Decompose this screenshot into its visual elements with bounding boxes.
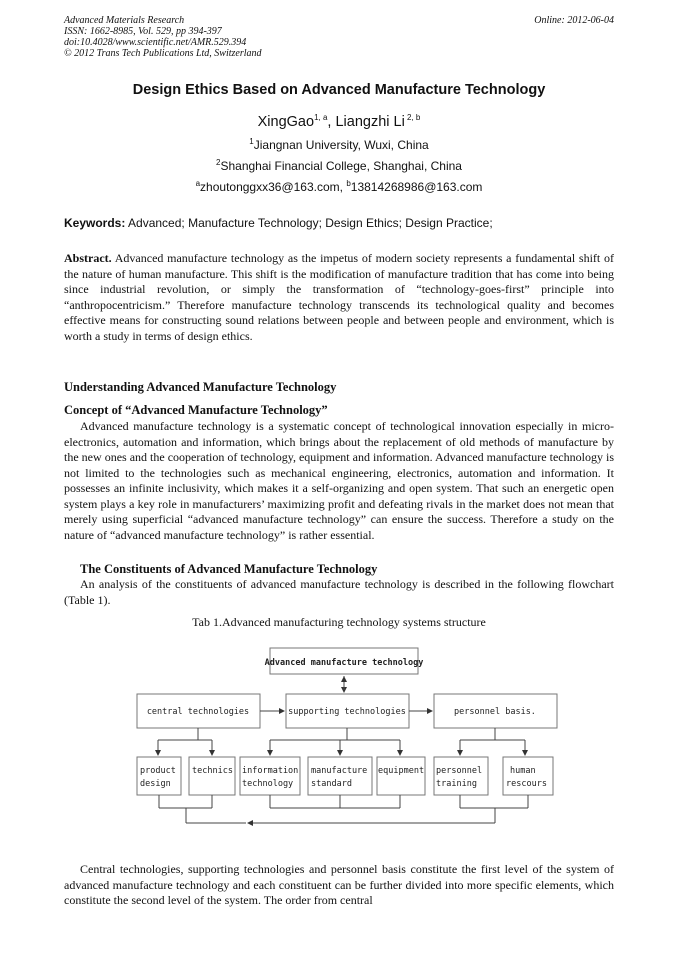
label-information: information <box>242 766 299 776</box>
affiliation-1-text: Jiangnan University, Wuxi, China <box>253 138 429 152</box>
online-date: Online: 2012-06-04 <box>534 15 614 26</box>
abstract-text: Advanced manufacture technology as the impetus of modern society represents a fundamental shift of the nature of human manufacture. This shift is the modification of manufacture tradition that has come into being since industrial revolution, or simply the transformation of “technology-goes-first” principle into “anthropocentricism.” Therefore manufacture technology transcends its technological quality and becomes effective means for constructing sound relations between people and between people and environment, which is worth a study in terms of design ethics. <box>64 251 614 343</box>
paragraph-levels: Central technologies, supporting technologies and personnel basis constitute the first level of the system of advanced manufacture technology and each constituent can be further divided into more specific elements, which constitute the second level of the system. The order from central <box>64 862 614 907</box>
label-personnel: personnel <box>436 766 483 776</box>
abstract-label: Abstract. <box>64 251 112 265</box>
label-technics: technics <box>192 766 233 776</box>
box-human-rescours <box>503 757 553 795</box>
label-equipment: equipment <box>378 766 425 776</box>
label-supporting-technologies: supporting technologies <box>288 707 406 717</box>
box-equipment <box>377 757 425 795</box>
label-training: training <box>436 779 477 789</box>
label-advanced-manufacture-technology: Advanced manufacture technology <box>264 658 424 668</box>
subsection-heading-concept: Concept of “Advanced Manufacture Technology” <box>64 403 328 417</box>
table-caption: Tab 1.Advanced manufacturing technology systems structure <box>192 615 486 629</box>
doi-line: doi:10.4028/www.scientific.net/AMR.529.394 <box>64 37 247 48</box>
label-manufacture: manufacture <box>311 766 368 776</box>
label-product: product <box>140 766 176 776</box>
author-2-sup: 2, b <box>404 113 421 123</box>
copyright-line: © 2012 Trans Tech Publications Ltd, Switzerland <box>64 48 262 59</box>
author-1-sup: 1, a <box>314 113 328 123</box>
journal-name: Advanced Materials Research <box>64 15 185 26</box>
paper-title: Design Ethics Based on Advanced Manufacture Technology <box>132 82 546 98</box>
paragraph-concept: Advanced manufacture technology is a systematic concept of technological innovation especially in micro-electronics, automation and information, which brings about the replacement of old methods of manufacture by the new ones and the cooperation of technology, equipment and information. Advanced manufacture technology is not limited to the technologies such as mechanical engineering, electronics, automation and information. It possesses an infinite inclusivity, which makes it a self-organizing and open system. That such an energetic open system plays a key role in manufacturers’ maximizing profit and defeating rivals in the market does not mean that merely using superficial “advanced manufacture technology” can ensure the success. Therefore a study on the nature of “advanced manufacture technology” is rather essential. <box>64 419 614 542</box>
email-a: zhoutonggxx36@163.com, <box>200 180 347 194</box>
keywords-text: Advanced; Manufacture Technology; Design Ethics; Design Practice; <box>125 216 493 230</box>
label-rescours: rescours <box>506 779 547 789</box>
email-b-sup: b <box>346 179 351 188</box>
box-technics <box>189 757 235 795</box>
subsection-heading-constituents: The Constituents of Advanced Manufacture Technology <box>80 562 378 576</box>
box-manufacture-standard <box>308 757 372 795</box>
affiliation-2-text: Shanghai Financial College, Shanghai, China <box>220 159 462 173</box>
affiliation-2-sup: 2 <box>216 158 221 167</box>
label-human: human <box>510 766 536 776</box>
label-central-technologies: central technologies <box>146 707 250 717</box>
author-separator: , <box>327 114 336 130</box>
email-a-sup: a <box>195 179 201 188</box>
paragraph-constituents: An analysis of the constituents of advanced manufacture technology is described in the following flowchart (Table 1). <box>64 577 614 607</box>
label-technology: technology <box>242 779 294 789</box>
author-2: Liangzhi Li <box>335 114 405 130</box>
label-personnel-basis: personnel basis. <box>454 707 536 717</box>
author-1: XingGao <box>257 114 315 130</box>
box-product-design <box>137 757 181 795</box>
email-b: 13814268986@163.com <box>350 180 483 194</box>
box-personnel-training <box>434 757 488 795</box>
section-heading: Understanding Advanced Manufacture Technology <box>64 380 337 394</box>
box-information-technology <box>240 757 300 795</box>
label-standard: standard <box>311 779 352 789</box>
affiliation-1-sup: 1 <box>249 137 254 146</box>
keywords-label: Keywords: <box>64 216 126 230</box>
issn-line: ISSN: 1662-8985, Vol. 529, pp 394-397 <box>64 26 222 37</box>
label-design: design <box>140 779 171 789</box>
